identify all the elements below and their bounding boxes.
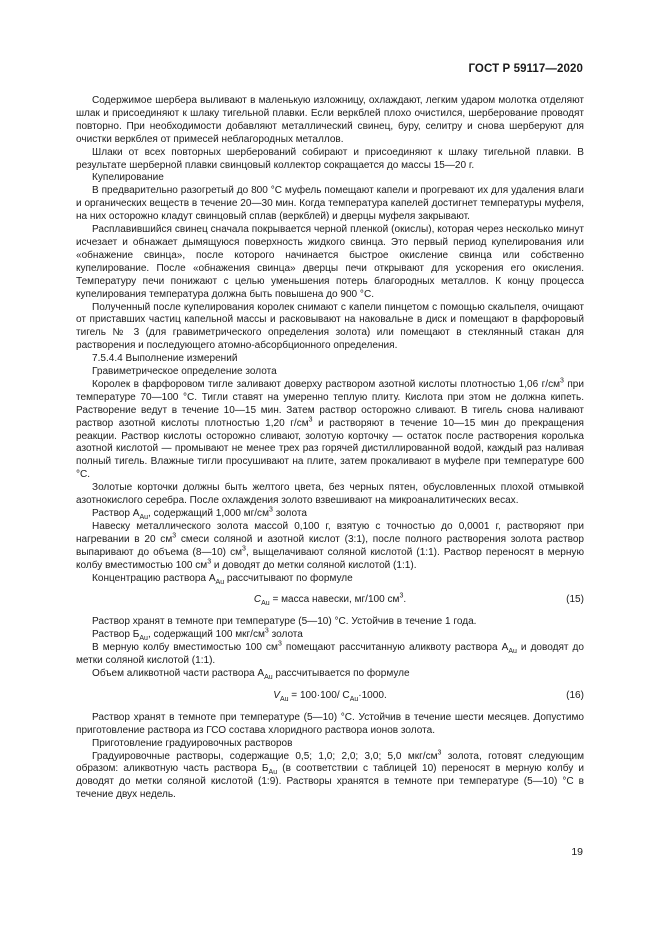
section-heading-cupellation: Купелирование <box>92 172 164 184</box>
paragraph-calibration-solutions: Градуировочные растворы, содержащие 0,5; 1,0; 2,0; 3,0; 5,0 мкг/$см^3$ золота, готовят следующим образом: аликвотную часть раствора $Б_{Au}$ (в соответствии с таблицей 10) переносят в мерную колбу и доводят до метки соляной кислотой (1:9). Растворы хранятся в темноте при температуре (5—10) °С в течение двух недель. <box>76 749 584 801</box>
page-number: 19 <box>571 846 583 858</box>
paragraph-gold-cornets: Золотые корточки должны быть желтого цвета, без черных пятен, обусловленных плохой отмывкой азотнокислого серебра. После охлаждения золото взвешивают на микроаналитических весах. <box>76 482 584 507</box>
document-standard-header: ГОСТ Р 59117—2020 <box>468 63 583 75</box>
formula-16: $V_{Au} = 100\cdot 100/$ $C_{Au}\cdot 1000$. (16) <box>273 689 584 703</box>
paragraph-shebering-repeat: Содержимое шербера выливают в маленькую изложницу, охлаждают, легким ударом молотка отделяют шлак и присоединяют к шлаку тигельной плавки. Если веркблей плохо очистился, шерберование проводят повторно. При необходимости добавляют металлический свинец, буру, селитру и снова шерберуют для очистки веркблея от примесей неблагородных металлов. <box>76 95 584 145</box>
paragraph-gold-sample-dissolution: Навеску металлического золота массой 0,100 г, взятую с точностью до 0,0001 г, растворяют при нагревании в 20 $см^3$ смеси соляной и азотной кислот (3:1), после полного растворения золота раствор выпаривают до объема (8—10) $см^3$, выщелачивают соляной кислотой (1:1). Раствор переносят в мерную колбу вместимостью 100 $см^3$ и доводят до метки соляной кислотой (1:1). <box>76 520 584 571</box>
paragraph-storage-b: Раствор хранят в темноте при температуре (5—10) °С. Устойчив в течение шести месяцев. Допустимо приготовление раствора из ГСО состава хлоридного раствора ионов золота. <box>76 711 584 736</box>
section-heading-gravimetric: Гравиметрическое определение золота <box>92 366 277 378</box>
formula-15: $C_{Au}$ = масса навески, мг/100 $см^3$. (15) <box>253 593 584 608</box>
paragraph-aliquot-formula-intro: Объем аликвотной части раствора $А_{Au}$ рассчитывается по формуле <box>92 667 410 681</box>
paragraph-slag-collection: Шлаки от всех повторных шерберований собирают и присоединяют к шлаку тигельной плавки. В результате шерберной плавки свинцовый коллектор сокращается до массы 15—20 г. <box>76 146 584 171</box>
paragraph-solution-b-preparation: В мерную колбу вместимостью 100 $см^3$ помещают рассчитанную аликвоту раствора $А_{Au}$ и доводят до метки соляной кислотой (1:1). <box>76 640 585 667</box>
paragraph-lead-melting: Расплавившийся свинец сначала покрывается черной пленкой (окислы), которая через несколько минут исчезает и обнажает дымящуюся поверхность жидкого свинца. Это первый период купелирования или «обнажение свинца», после которого начинается быстрое окисление свинца или собственно купелирование. После «обнажения свинца» дверцы печи открывают для ускорения его окисления. Температуру печи понижают с целью уменьшения потерь благородных металлов. К концу процесса купелирования температура должна быть повышена до 900 °С. <box>76 224 584 300</box>
paragraph-bead-removal: Полученный после купелирования королек снимают с капели пинцетом с помощью скальпеля, очищают от приставших частиц капельной массы и расковывают на наковальне в диск и помещают в фарфоровый тигель № 3 (для гравиметрического определения золота) или помещают в стеклянный стакан для растворения и последующего атомно-абсорбционного определения. <box>76 301 584 352</box>
paragraph-muffle-heating: В предварительно разогретый до 800 °С муфель помещают капели и прогревают их для удаления влаги и органических веществ в течение 20—30 мин. Когда температура капелей достигнет температуры муфеля, на них осторожно кладут свинцовый сплав (веркблей) и дверцы муфеля закрывают. <box>76 185 584 223</box>
paragraph-nitric-acid-dissolution: Королек в фарфоровом тигле заливают доверху раствором азотной кислоты плотностью 1,06 $г/см^3$ при температуре 70—100 °С. Тигли ставят на умеренно теплую плиту. Кислота при этом не должна кипеть. Растворение ведут в течение 10—15 мин. Затем раствор осторожно сливают. В тигель снова наливают раствор азотной кислоты плотностью 1,20 $г/см^3$ и растворяют в течение 10—15 мин до прекращения реакции. Раствор кислоты осторожно сливают, золотую корточку — остаток после растворения королька азотной кислотой — промывают не менее трех раз горячей дистиллированной водой, каждый раз наливая полный тигель. Влажные тигли просушивают на плите, затем прокаливают в муфеле при температуре 600 °С. <box>76 377 584 481</box>
section-heading-calibration: Приготовление градуировочных растворов <box>92 737 293 749</box>
formula-number-15: (15) <box>566 594 584 606</box>
page-body <box>76 95 584 802</box>
formula-number-16: (16) <box>566 689 584 701</box>
heading-solution-a: Раствор $А_{Au}$, содержащий 1,000 $мг/см^3$ золота <box>92 506 307 521</box>
paragraph-concentration-formula-intro: Концентрацию раствора $А_{Au}$ рассчитывают по формуле <box>92 572 353 586</box>
paragraph-storage-a: Раствор хранят в темноте при температуре (5—10) °С. Устойчив в течение 1 года. <box>92 616 477 628</box>
section-heading-measurements: 7.5.4.4 Выполнение измерений <box>92 353 238 365</box>
heading-solution-b: Раствор $Б_{Au}$, содержащий 100 мкг/$см^3$ золота <box>92 627 303 643</box>
